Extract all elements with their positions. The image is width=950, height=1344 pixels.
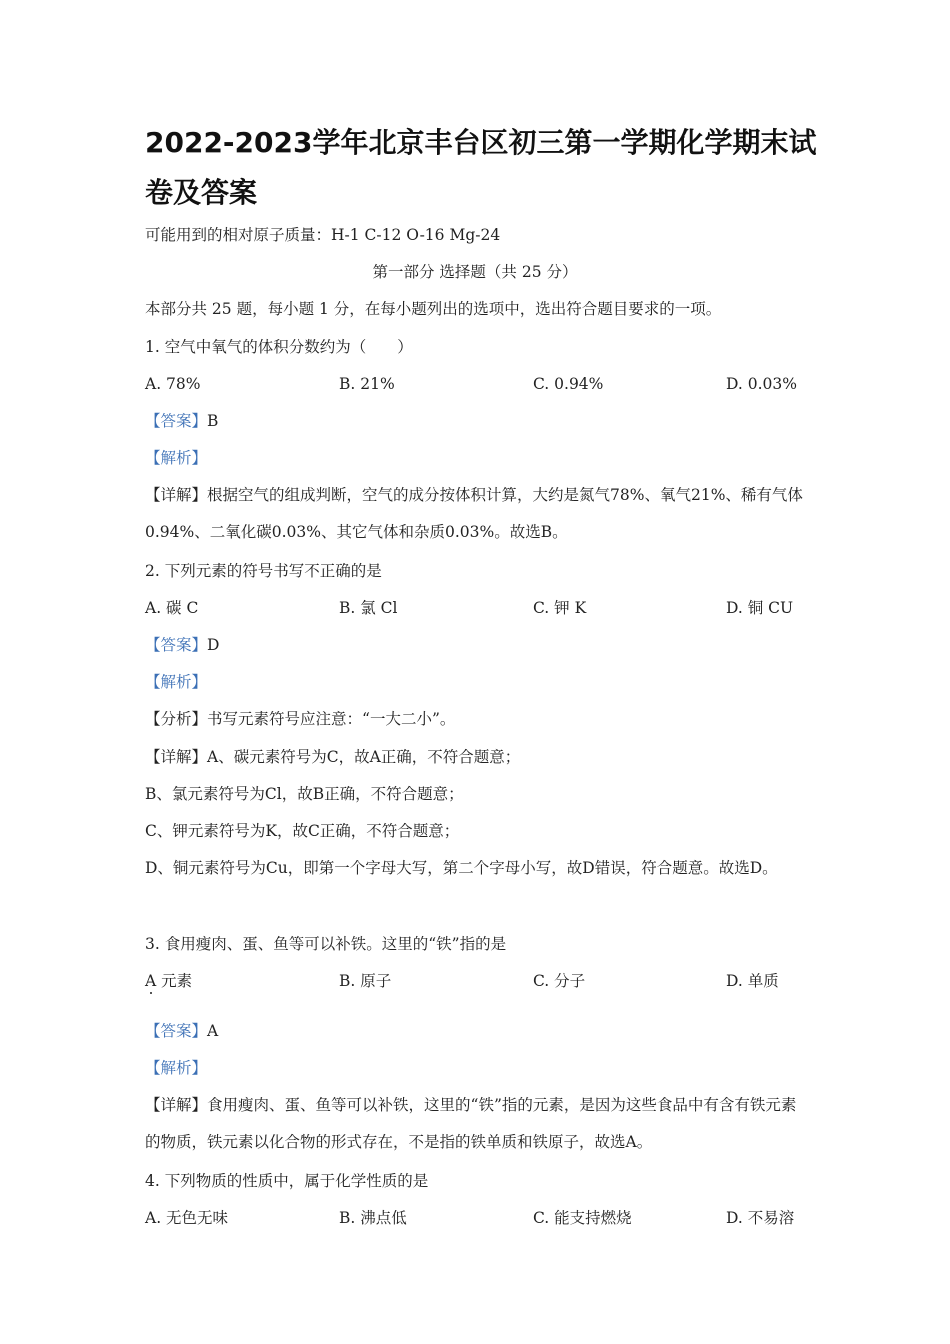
- fenxi-label: 【分析】: [145, 710, 208, 728]
- q1-detail-text: 根据空气的组成判断，空气的成分按体积计算，大约是氮气78%、氧气21%、稀有气体0.94%、二氧化碳0.03%、其它气体和杂质0.03%。故选B。: [145, 486, 803, 541]
- atomic-mass-note: 可能用到的相对原子质量：H-1 C-12 O-16 Mg-24: [145, 226, 501, 244]
- section-instructions: 本部分共 25 题，每小题 1 分，在每小题列出的选项中，选出符合题目要求的一项。: [145, 300, 722, 318]
- q4-option-b: B. 沸点低: [339, 1209, 407, 1227]
- detail-label: 【详解】: [145, 1096, 208, 1114]
- q3-option-c: C. 分子: [533, 972, 586, 990]
- q2-fenxi: [145, 708, 455, 730]
- q2-detail-b: B、氯元素符号为Cl，故B正确，不符合题意；: [145, 785, 464, 803]
- q1-answer: [145, 410, 218, 432]
- q2-detail-a-text: A、碳元素符号为C，故A正确，不符合题意；: [207, 748, 521, 766]
- q4-option-d: D. 不易溶: [726, 1209, 795, 1227]
- q1-detail: [145, 477, 810, 551]
- stray-dot-mark: [150, 992, 152, 994]
- document-title: 2022-2023学年北京丰台区初三第一学期化学期末试卷及答案: [145, 126, 817, 209]
- q2-detail-d: D、铜元素符号为Cu，即第一个字母大写，第二个字母小写，故D错误，符合题意。故选D。: [145, 859, 778, 877]
- q1-answer-value: B: [207, 412, 219, 430]
- q3-option-b: B. 原子: [339, 972, 392, 990]
- answer-label: 【答案】: [145, 636, 208, 654]
- q3-answer: [145, 1020, 218, 1042]
- q4-option-a: A. 无色无味: [145, 1209, 229, 1227]
- q2-answer-value: D: [207, 636, 220, 654]
- detail-label: 【详解】: [145, 748, 208, 766]
- q4-option-c: C. 能支持燃烧: [533, 1209, 632, 1227]
- q2-answer: [145, 634, 219, 656]
- q2-fenxi-text: 书写元素符号应注意：“一大二小”。: [207, 710, 456, 728]
- q1-analysis-label: 【解析】: [145, 449, 208, 467]
- q1-option-d: D. 0.03%: [726, 375, 797, 393]
- q2-option-a: A. 碳 C: [145, 599, 199, 617]
- q1-option-b: B. 21%: [339, 375, 395, 393]
- q3-option-d: D. 单质: [726, 972, 779, 990]
- q2-detail-a: [145, 746, 520, 768]
- section-heading: 第一部分 选择题（共 25 分）: [372, 263, 578, 281]
- q3-answer-value: A: [207, 1022, 219, 1040]
- q3-detail-text: 食用瘦肉、蛋、鱼等可以补铁，这里的“铁”指的元素，是因为这些食品中有含有铁元素的物质，铁元素以化合物的形式存在，不是指的铁单质和铁原子，故选A。: [145, 1096, 797, 1151]
- detail-label: 【详解】: [145, 486, 208, 504]
- q4-stem: 4. 下列物质的性质中，属于化学性质的是: [145, 1172, 429, 1190]
- answer-label: 【答案】: [145, 412, 208, 430]
- q2-detail-c: C、钾元素符号为K，故C正确，不符合题意；: [145, 822, 460, 840]
- q3-detail: [145, 1087, 810, 1161]
- q2-option-c: C. 钾 K: [533, 599, 587, 617]
- q1-stem: 1. 空气中氧气的体积分数约为（ ）: [145, 338, 413, 356]
- q1-option-a: A. 78%: [145, 375, 201, 393]
- answer-label: 【答案】: [145, 1022, 208, 1040]
- q2-analysis-label: 【解析】: [145, 673, 208, 691]
- q3-stem: 3. 食用瘦肉、蛋、鱼等可以补铁。这里的“铁”指的是: [145, 935, 507, 953]
- q2-option-d: D. 铜 CU: [726, 599, 794, 617]
- q3-option-a: A 元素: [145, 972, 193, 990]
- q1-option-c: C. 0.94%: [533, 375, 604, 393]
- q3-analysis-label: 【解析】: [145, 1059, 208, 1077]
- q2-stem: 2. 下列元素的符号书写不正确的是: [145, 562, 382, 580]
- q2-option-b: B. 氯 Cl: [339, 599, 398, 617]
